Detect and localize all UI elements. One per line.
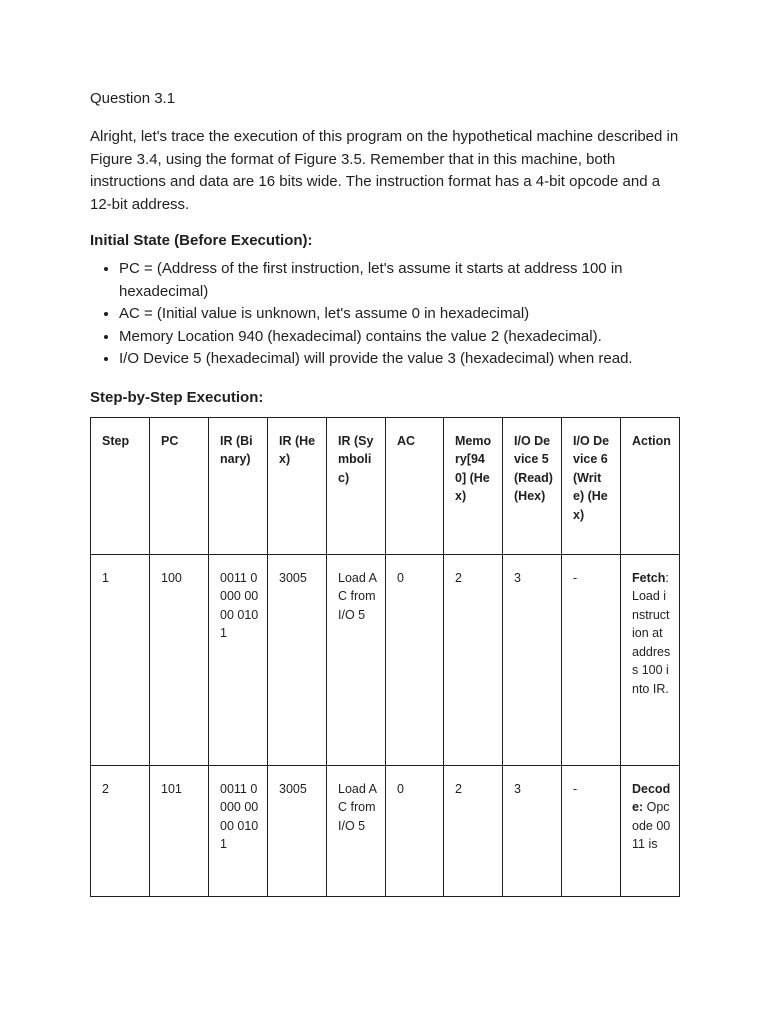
cell-pc: 100 — [150, 554, 209, 765]
cell-io-device-5: 3 — [503, 765, 562, 896]
cell-action — [621, 765, 680, 896]
table-header-row — [91, 417, 680, 554]
cell-ir-symbolic: Load AC from I/O 5 — [327, 554, 386, 765]
cell-step: 1 — [91, 554, 150, 765]
cell-ac: 0 — [386, 554, 444, 765]
column-header-ir-binary: IR (Binary) — [209, 417, 268, 554]
table-row — [91, 765, 680, 896]
initial-state-heading: Initial State (Before Execution): — [90, 232, 313, 249]
cell-ir-binary: 0011 0000 0000 0101 — [209, 765, 268, 896]
cell-ir-hex: 3005 — [268, 765, 327, 896]
cell-memory: 2 — [444, 765, 503, 896]
execution-heading: Step-by-Step Execution: — [90, 388, 264, 406]
execution-table — [90, 417, 680, 897]
action-text: : Load instruction at address 100 into IR. — [632, 570, 671, 696]
cell-step: 2 — [91, 765, 150, 896]
cell-ir-hex: 3005 — [268, 554, 327, 765]
cell-io-device-5: 3 — [503, 554, 562, 765]
cell-ac: 0 — [386, 765, 444, 896]
initial-state-list — [90, 258, 680, 371]
column-header-pc: PC — [150, 417, 209, 554]
cell-ir-binary: 0011 0000 0000 0101 — [209, 554, 268, 765]
column-header-step: Step — [91, 417, 150, 554]
list-item: • I/O Device 5 (hexadecimal) will provide the value 3 (hexadecimal) when read. — [119, 348, 680, 371]
intro-paragraph: Alright, let's trace the execution of this program on the hypothetical machine described in Figure 3.4, using the format of Figure 3.5. Remember that in this machine, both instructions and data are 16 bits wide. The instruction format has a 4-bit opcode and a 12-bit address. — [90, 128, 679, 213]
list-item: • AC = (Initial value is unknown, let's assume 0 in hexadecimal) — [119, 303, 680, 326]
list-item: • PC = (Address of the first instruction, let's assume it starts at address 100 in hexadecimal) — [119, 258, 680, 303]
action-label: Decode: — [632, 781, 671, 814]
question-title: Question 3.1 — [90, 90, 176, 107]
list-item: • Memory Location 940 (hexadecimal) contains the value 2 (hexadecimal). — [119, 326, 680, 349]
column-header-action: Action — [621, 417, 680, 554]
cell-io-device-6: - — [562, 554, 621, 765]
column-header-ac: AC — [386, 417, 444, 554]
cell-action — [621, 554, 680, 765]
column-header-memory: Memory[940] (Hex) — [444, 417, 503, 554]
column-header-ir-hex: IR (Hex) — [268, 417, 327, 554]
cell-pc: 101 — [150, 765, 209, 896]
action-text: Opcode 0011 is — [632, 800, 671, 851]
cell-ir-symbolic: Load AC from I/O 5 — [327, 765, 386, 896]
column-header-io-device-5: I/O Device 5 (Read) (Hex) — [503, 417, 562, 554]
cell-io-device-6: - — [562, 765, 621, 896]
column-header-ir-symbolic: IR (Symbolic) — [327, 417, 386, 554]
column-header-io-device-6: I/O Device 6 (Write) (Hex) — [562, 417, 621, 554]
cell-memory: 2 — [444, 554, 503, 765]
action-label: Fetch — [632, 570, 666, 585]
document-page — [90, 88, 680, 897]
table-row — [91, 554, 680, 765]
